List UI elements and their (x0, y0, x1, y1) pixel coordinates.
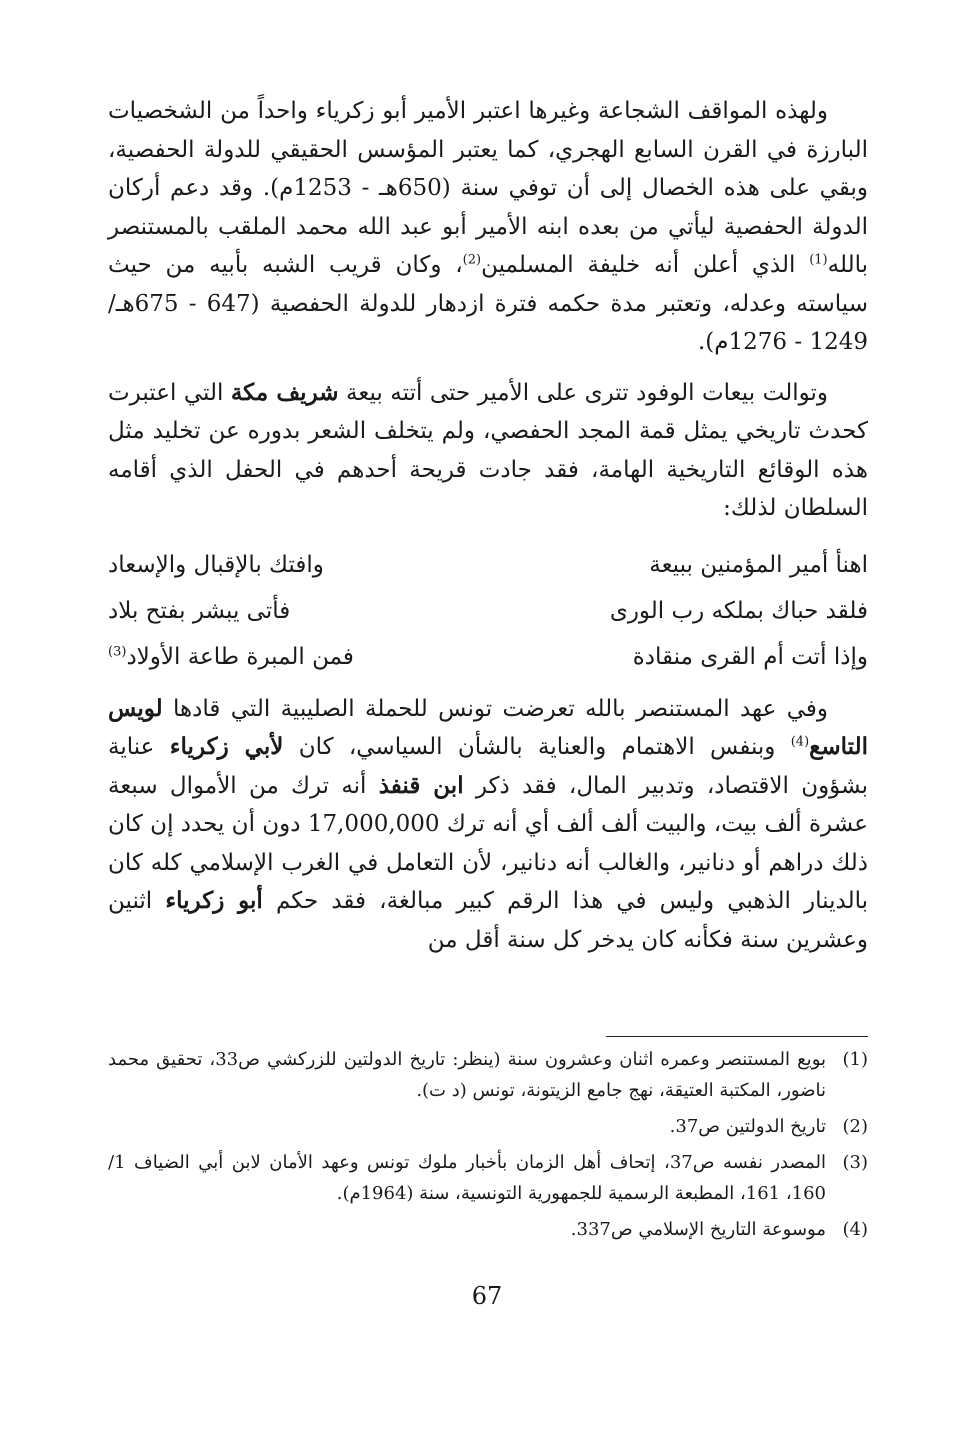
footnote-separator (606, 1036, 868, 1037)
paragraph-3 (108, 690, 868, 960)
paragraph-3-text-a: وفي عهد المستنصر بالله تعرضت تونس للحملة الصليبية التي قادها (162, 695, 828, 722)
footnote-text: بويع المستنصر وعمره اثنان وعشرون سنة (ينظر: تاريخ الدولتين للزركشي ص33، تحقيق محمد ناضور، المكتبة العتيقة، نهج جامع الزيتونة، تونس (د ت). (108, 1049, 827, 1101)
page-number: 67 (471, 1282, 503, 1310)
poem-verse (108, 542, 868, 588)
paragraph-3-text-b: وبنفس الاهتمام والعناية بالشأن السياسي، كان (283, 734, 791, 760)
footnote-ref-2[interactable]: (2) (462, 252, 482, 268)
poem (108, 542, 868, 680)
footnotes (108, 1044, 868, 1250)
footnote-number: (4) (842, 1219, 868, 1240)
footnote-ref-3[interactable]: (3) (108, 643, 127, 659)
paragraph-2 (108, 374, 868, 528)
paragraph-2-bold-name: شريف مكة (230, 378, 339, 406)
footnote-number: (1) (842, 1049, 868, 1070)
footnote-text: المصدر نفسه ص37، إتحاف أهل الزمان بأخبار ملوك تونس وعهد الأمان لابن أبي الضياف 1/ 160، 161، المطبعة الرسمية للجمهورية التونسية، سنة (1964م). (108, 1152, 827, 1204)
verse-second-hemistich: وافتك بالإقبال والإسعاد (108, 551, 324, 578)
paragraph-3-bold-louis: لويس التاسع (108, 694, 869, 760)
verse-second-hemistich-text: فمن المبرة طاعة الأولاد (126, 643, 354, 670)
paragraph-3-bold-abu-zakariya-2: أبو زكرياء (165, 887, 263, 914)
verse-second-hemistich: فأتى يبشر بفتح بلاد (108, 597, 291, 624)
footnote-number: (2) (842, 1116, 868, 1137)
paragraph-3-text-e: اثنين وعشرين سنة فكأنه كان يدخر كل سنة أقل من (108, 888, 868, 953)
paragraph-3-text-d: أنه ترك من الأموال سبعة عشرة ألف بيت، والبيت ألف ألف أي أنه ترك 17,000,000 دون أن يحدد إن كان ذلك دراهم أو دنانير، والغالب أنه دنانير، لأن التعامل في الغرب الإسلامي كله كان بالدينار الذهبي وليس في هذا الرقم كبير مبالغة، فقد حكم (108, 772, 868, 914)
verse-first-hemistich: فلقد حباك بملكه رب الورى (609, 597, 868, 624)
verse-second-hemistich (108, 634, 453, 680)
footnote-number: (3) (842, 1152, 868, 1173)
paragraph-1-text-c: ، وكان قريب الشبه بأبيه من حيث سياسته وعدله، وتعتبر مدة حكمه فترة ازدهار للدولة الحفصية (647 - 675هـ/ 1249 - 1276م). (108, 252, 868, 355)
footnote-item (108, 1111, 868, 1142)
verse-first-hemistich: اهنأ أمير المؤمنين ببيعة (649, 551, 868, 578)
footnote-item (108, 1044, 868, 1106)
footnote-ref-4[interactable]: (4) (790, 734, 810, 750)
paragraph-1 (108, 92, 868, 362)
paragraph-1-text-a: ولهذه المواقف الشجاعة وغيرها اعتبر الأمير أبو زكرياء واحداً من الشخصيات البارزة في القرن السابع الهجري، كما يعتبر المؤسس الحقيقي للدولة الحفصية، وبقي على هذه الخصال إلى أن توفي سنة (650هـ - 1253م). وقد دعم أركان الدولة الحفصية ليأتي من بعده ابنه الأمير أبو عبد الله محمد الملقب بالمستنصر بالله (108, 98, 868, 278)
footnote-ref-1[interactable]: (1) (809, 252, 828, 268)
page-body (108, 92, 869, 1240)
footnote-text: تاريخ الدولتين ص37. (669, 1116, 826, 1137)
poem-verse (108, 634, 868, 680)
paragraph-1-text-b: الذي أعلن أنه خليفة المسلمين (481, 252, 810, 278)
paragraph-3-text-c: عناية بشؤون الاقتصاد، وتدبير المال، فقد ذكر (108, 734, 868, 799)
paragraph-2-text-b: التي اعتبرت كحدث تاريخي يمثل قمة المجد الحفصي، ولم يتخلف الشعر بدوره عن تخليد مثل هذه الوقائع التاريخية الهامة، فقد جادت قريحة أحدهم في الحفل الذي أقامه السلطان لذلك: (108, 379, 868, 521)
verse-first-hemistich: وإذا أتت أم القرى منقادة (632, 643, 868, 670)
paragraph-2-text-a: وتوالت بيعات الوفود تترى على الأمير حتى أتته بيعة (338, 379, 828, 406)
footnote-text: موسوعة التاريخ الإسلامي ص337. (570, 1219, 826, 1240)
paragraph-3-bold-ibn-qunfudh: ابن قنفذ (378, 771, 464, 799)
paragraph-3-bold-abu-zakariya: لأبي زكرياء (169, 733, 284, 760)
poem-verse (108, 588, 868, 634)
footnote-item (108, 1214, 868, 1245)
footnote-item (108, 1147, 868, 1209)
